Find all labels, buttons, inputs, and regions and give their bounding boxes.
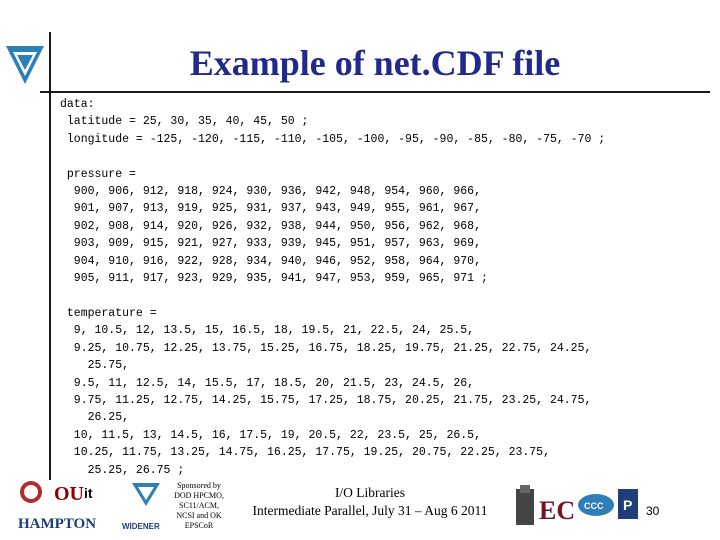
code-line: 900, 906, 912, 918, 924, 930, 936, 942, 948, 954, 960, 966, [73,185,481,199]
svg-text:EC: EC [539,496,576,525]
code-line: latitude = 25, 30, 35, 40, 45, 50 ; [66,115,309,129]
slide-title: Example of net.CDF file [189,43,561,83]
netcdf-data-listing [60,96,605,479]
code-line: 905, 911, 917, 923, 929, 935, 941, 947, 953, 959, 965, 971 ; [73,272,488,286]
code-line: pressure = [66,167,136,181]
code-line: 25.25, 26.75 ; [87,463,185,477]
code-line: 9.75, 11.25, 12.75, 14.25, 15.75, 17.25, 18.75, 20.25, 21.75, 23.25, 24.75, [73,393,592,407]
svg-text:OU: OU [54,483,84,505]
svg-text:it: it [84,485,93,501]
code-line: 9.25, 10.75, 12.25, 13.75, 15.25, 16.75, 18.25, 19.75, 21.25, 22.75, 24.25, [73,341,592,355]
code-line: temperature = [66,306,157,320]
footer-line-1: I/O Libraries [334,485,406,500]
hampton-logo-text: HAMPTON [18,516,97,532]
code-line: 903, 909, 915, 921, 927, 933, 939, 945, 951, 957, 963, 969, [73,237,481,251]
code-line: data: [60,98,95,111]
sponsor-text: Sponsored by DOD HPCMO, SC11/ACM, NCSI and OK EPSCoR [174,481,224,530]
code-line: 902, 908, 914, 920, 926, 932, 938, 944, 950, 956, 962, 968, [73,219,481,233]
code-line: 25.75, [87,359,130,373]
footer-line-2: Intermediate Parallel, July 31 – Aug 6 2011 [252,503,488,518]
code-line: 901, 907, 913, 919, 925, 931, 937, 943, 949, 955, 961, 967, [73,202,481,216]
triangle-logo-icon [4,40,46,92]
widener-logo-text: WIDENER [122,522,160,531]
code-line: 9, 10.5, 12, 13.5, 15, 16.5, 18, 19.5, 21, 22.5, 24, 25.5, [73,324,475,338]
code-line: 10, 11.5, 13, 14.5, 16, 17.5, 19, 20.5, 22, 23.5, 25, 26.5, [73,428,481,442]
partner-logos-icon [512,483,642,531]
title-underline [40,91,710,93]
code-line: 10.25, 11.75, 13.25, 14.75, 16.25, 17.75, 19.25, 20.75, 22.25, 23.75, [73,446,550,460]
code-line: 26.25, [87,411,130,425]
svg-text:P: P [623,497,633,513]
footer-center [240,484,500,520]
svg-text:CCC: CCC [584,501,604,511]
code-line: 9.5, 11, 12.5, 14, 15.5, 17, 18.5, 20, 21.5, 23, 24.5, 26, [73,376,475,390]
code-line: longitude = -125, -120, -115, -110, -105, -100, -95, -90, -85, -80, -75, -70 ; [66,132,606,146]
vertical-divider [49,32,51,480]
university-logos-icon [14,480,169,535]
page-number: 30 [646,504,660,518]
code-line: 904, 910, 916, 922, 928, 934, 940, 946, 952, 958, 964, 970, [73,254,481,268]
